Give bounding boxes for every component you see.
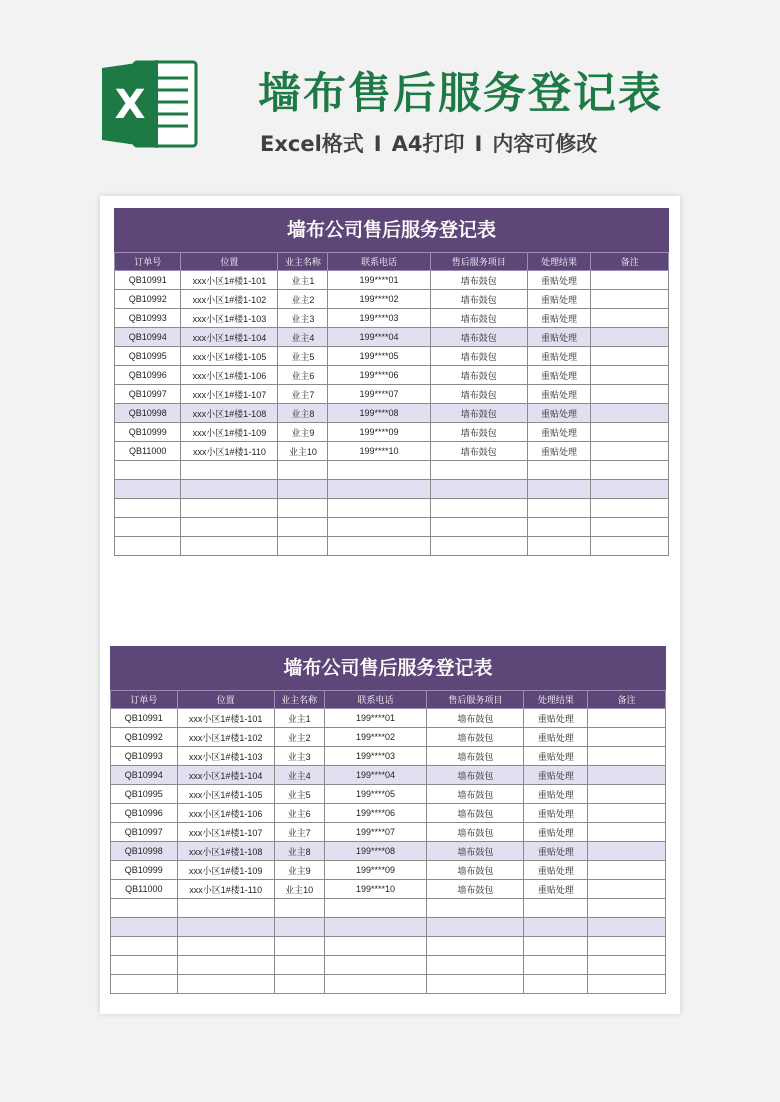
column-header: 售后服务项目 [430,253,527,271]
separator: I [474,132,483,156]
table-cell[interactable] [427,918,524,937]
table-row [111,861,666,880]
table-cell[interactable]: 墙布鼓包 [427,766,524,785]
column-header: 处理结果 [527,253,591,271]
table-cell[interactable]: 重贴处理 [524,861,588,880]
table-cell[interactable] [588,861,666,880]
column-header: 业主名称 [274,691,324,709]
table-cell[interactable]: 业主2 [278,290,328,309]
table-row [115,461,669,480]
table-cell[interactable]: 业主3 [274,747,324,766]
subtitle-edit: 内容可修改 [492,132,598,156]
header-row [115,253,669,271]
table-cell[interactable]: 墙布鼓包 [427,709,524,728]
column-header: 处理结果 [524,691,588,709]
table-cell[interactable] [524,956,588,975]
table-cell[interactable]: QB10998 [115,404,181,423]
table-cell[interactable]: 业主3 [278,309,328,328]
table-cell[interactable] [527,480,591,499]
table-cell[interactable] [181,518,278,537]
table-row [111,975,666,994]
table-cell[interactable]: 业主6 [278,366,328,385]
table-cell[interactable]: 199****07 [324,823,427,842]
table-cell[interactable]: 业主8 [278,404,328,423]
table-cell[interactable] [527,537,591,556]
table-cell[interactable] [427,937,524,956]
table-cell[interactable] [278,480,328,499]
table-cell[interactable]: 业主6 [274,804,324,823]
table-cell[interactable]: QB10994 [115,328,181,347]
table-cell[interactable]: 重贴处理 [524,785,588,804]
table-cell[interactable] [588,709,666,728]
table-cell[interactable]: 199****03 [324,747,427,766]
table-cell[interactable]: xxx小区1#楼1-107 [181,385,278,404]
table-cell[interactable]: 重贴处理 [524,842,588,861]
table-cell[interactable] [588,766,666,785]
table-cell[interactable]: 墙布鼓包 [430,328,527,347]
table-cell[interactable] [274,918,324,937]
table-cell[interactable] [591,290,669,309]
table-cell[interactable] [527,518,591,537]
table-cell[interactable]: xxx小区1#楼1-103 [181,309,278,328]
table-row [111,709,666,728]
table-cell[interactable] [278,518,328,537]
table-cell[interactable]: 墙布鼓包 [427,747,524,766]
table-row [115,518,669,537]
register-table [110,690,666,994]
table-cell[interactable]: 199****04 [324,766,427,785]
table-cell[interactable]: 199****06 [324,804,427,823]
table-cell[interactable]: 199****05 [328,347,430,366]
table-cell[interactable]: 199****06 [328,366,430,385]
table-cell[interactable]: xxx小区1#楼1-101 [177,709,274,728]
table-cell[interactable] [430,499,527,518]
table-cell[interactable]: 重贴处理 [527,328,591,347]
table-cell[interactable]: 重贴处理 [527,271,591,290]
table-cell[interactable]: xxx小区1#楼1-101 [181,271,278,290]
column-header: 业主名称 [278,253,328,271]
table-cell[interactable] [274,937,324,956]
table-cell[interactable]: 重贴处理 [527,366,591,385]
table-cell[interactable] [324,899,427,918]
table-row [111,880,666,899]
table-cell[interactable]: xxx小区1#楼1-106 [181,366,278,385]
table-cell[interactable] [527,499,591,518]
table-cell[interactable]: 墙布鼓包 [430,423,527,442]
table-cell[interactable]: QB10996 [111,804,178,823]
table-cell[interactable] [591,537,669,556]
table-row [115,271,669,290]
column-header: 订单号 [115,253,181,271]
table-cell[interactable]: 墙布鼓包 [430,385,527,404]
table-cell[interactable]: 重贴处理 [524,880,588,899]
table-cell[interactable]: 业主1 [278,271,328,290]
table-cell[interactable]: 重贴处理 [527,385,591,404]
excel-logo-icon [100,56,200,152]
table-cell[interactable]: QB10997 [111,823,178,842]
table-row [115,537,669,556]
table-cell[interactable]: 业主1 [274,709,324,728]
table-row [115,328,669,347]
sheet-title: 墙布公司售后服务登记表 [110,646,666,690]
table-cell[interactable]: 199****01 [324,709,427,728]
table-cell[interactable]: 业主5 [278,347,328,366]
table-cell[interactable]: 业主2 [274,728,324,747]
table-cell[interactable]: QB10993 [115,309,181,328]
table-cell[interactable] [524,975,588,994]
table-cell[interactable]: 重贴处理 [524,766,588,785]
table-cell[interactable]: 业主4 [274,766,324,785]
table-cell[interactable]: 重贴处理 [527,404,591,423]
table-cell[interactable]: 墙布鼓包 [430,309,527,328]
header-row [111,691,666,709]
table-row [111,842,666,861]
table-cell[interactable]: QB10997 [115,385,181,404]
table-cell[interactable] [274,975,324,994]
table-cell[interactable] [177,918,274,937]
table-cell[interactable] [111,937,178,956]
table-cell[interactable] [591,366,669,385]
subtitle [260,128,597,158]
register-table [114,252,669,556]
table-cell[interactable] [427,956,524,975]
table-cell[interactable] [278,461,328,480]
table-cell[interactable] [591,328,669,347]
table-cell[interactable] [524,899,588,918]
table-row [111,728,666,747]
table-row [111,899,666,918]
table-cell[interactable]: 墙布鼓包 [430,442,527,461]
table-cell[interactable] [324,956,427,975]
table-cell[interactable]: 199****02 [324,728,427,747]
table-cell[interactable]: QB10995 [111,785,178,804]
table-cell[interactable]: 墙布鼓包 [427,785,524,804]
table-row [115,347,669,366]
table-cell[interactable] [427,899,524,918]
table-cell[interactable] [591,499,669,518]
table-cell[interactable]: xxx小区1#楼1-108 [181,404,278,423]
table-cell[interactable] [328,537,430,556]
table-cell[interactable]: 199****09 [328,423,430,442]
table-cell[interactable]: 墙布鼓包 [427,728,524,747]
table-cell[interactable]: 重贴处理 [527,309,591,328]
table-cell[interactable]: 墙布鼓包 [427,823,524,842]
table-cell[interactable] [430,518,527,537]
table-cell[interactable]: xxx小区1#楼1-102 [181,290,278,309]
table-cell[interactable] [115,518,181,537]
column-header: 备注 [588,691,666,709]
column-header: 位置 [177,691,274,709]
table-cell[interactable]: xxx小区1#楼1-105 [177,785,274,804]
table-row [111,937,666,956]
table-cell[interactable]: 199****09 [324,861,427,880]
table-cell[interactable]: xxx小区1#楼1-105 [181,347,278,366]
table-cell[interactable] [591,442,669,461]
table-cell[interactable] [115,480,181,499]
table-cell[interactable] [177,975,274,994]
table-row [115,385,669,404]
table-cell[interactable] [527,461,591,480]
table-cell[interactable]: xxx小区1#楼1-109 [181,423,278,442]
table-cell[interactable] [177,937,274,956]
table-row [111,747,666,766]
table-cell[interactable]: 重贴处理 [524,709,588,728]
table-cell[interactable]: 重贴处理 [524,747,588,766]
table-cell[interactable]: 墙布鼓包 [430,404,527,423]
table-cell[interactable]: xxx小区1#楼1-108 [177,842,274,861]
column-header: 联系电话 [328,253,430,271]
table-cell[interactable] [324,937,427,956]
table-cell[interactable] [588,804,666,823]
table-cell[interactable]: 业主4 [278,328,328,347]
table-row [111,804,666,823]
table-cell[interactable] [591,461,669,480]
table-cell[interactable] [588,747,666,766]
table-row [111,785,666,804]
table-cell[interactable] [588,880,666,899]
table-cell[interactable]: xxx小区1#楼1-110 [181,442,278,461]
table-cell[interactable]: QB10996 [115,366,181,385]
table-cell[interactable] [591,480,669,499]
table-cell[interactable] [274,899,324,918]
table-cell[interactable]: xxx小区1#楼1-102 [177,728,274,747]
table-cell[interactable] [588,975,666,994]
table-cell[interactable]: 业主10 [274,880,324,899]
table-cell[interactable]: 墙布鼓包 [430,347,527,366]
table-cell[interactable] [588,918,666,937]
table-cell[interactable]: QB10992 [115,290,181,309]
table-cell[interactable] [181,480,278,499]
table-row [115,442,669,461]
table-row [115,366,669,385]
table-cell[interactable]: 重贴处理 [527,290,591,309]
table-row [115,423,669,442]
table-cell[interactable]: QB10995 [115,347,181,366]
table-cell[interactable]: QB11000 [111,880,178,899]
table-cell[interactable]: 199****02 [328,290,430,309]
table-cell[interactable] [115,499,181,518]
table-cell[interactable] [328,499,430,518]
column-header: 售后服务项目 [427,691,524,709]
table-cell[interactable]: QB10998 [111,842,178,861]
paper-preview [100,196,680,1014]
table-cell[interactable]: QB10992 [111,728,178,747]
table-cell[interactable]: 墙布鼓包 [430,271,527,290]
page-title: 墙布售后服务登记表 [258,69,663,119]
table-cell[interactable] [278,537,328,556]
table-cell[interactable] [115,461,181,480]
table-cell[interactable] [524,937,588,956]
table-cell[interactable]: 墙布鼓包 [430,366,527,385]
table-cell[interactable]: QB10994 [111,766,178,785]
table-cell[interactable]: xxx小区1#楼1-104 [181,328,278,347]
table-cell[interactable]: 199****03 [328,309,430,328]
table-cell[interactable]: xxx小区1#楼1-107 [177,823,274,842]
table-cell[interactable]: QB10991 [115,271,181,290]
table-cell[interactable]: 199****08 [328,404,430,423]
table-cell[interactable] [588,785,666,804]
table-cell[interactable] [177,899,274,918]
table-cell[interactable] [591,423,669,442]
table-row [111,956,666,975]
table-cell[interactable]: 墙布鼓包 [427,861,524,880]
table-cell[interactable]: xxx小区1#楼1-110 [177,880,274,899]
table-row [111,766,666,785]
table-cell[interactable]: 199****04 [328,328,430,347]
sheet-1 [114,208,669,556]
table-cell[interactable]: xxx小区1#楼1-104 [177,766,274,785]
table-cell[interactable]: xxx小区1#楼1-109 [177,861,274,880]
table-cell[interactable] [181,461,278,480]
table-row [115,309,669,328]
table-cell[interactable] [181,537,278,556]
table-cell[interactable] [181,499,278,518]
table-cell[interactable]: 重贴处理 [524,823,588,842]
table-cell[interactable] [324,975,427,994]
sheet-title: 墙布公司售后服务登记表 [114,208,669,252]
table-cell[interactable] [591,404,669,423]
table-cell[interactable] [588,823,666,842]
table-cell[interactable]: 199****08 [324,842,427,861]
sheet-2 [110,646,666,994]
table-cell[interactable]: 重贴处理 [524,804,588,823]
separator: I [373,132,382,156]
table-cell[interactable] [430,461,527,480]
table-cell[interactable] [588,728,666,747]
table-cell[interactable] [328,480,430,499]
table-cell[interactable] [115,537,181,556]
table-cell[interactable]: 业主9 [278,423,328,442]
table-cell[interactable] [111,956,178,975]
table-row [115,290,669,309]
table-cell[interactable]: 墙布鼓包 [430,290,527,309]
subtitle-print: A4打印 [391,132,465,156]
table-cell[interactable] [430,480,527,499]
table-cell[interactable] [591,385,669,404]
table-row [115,499,669,518]
column-header: 备注 [591,253,669,271]
table-cell[interactable] [324,918,427,937]
table-cell[interactable] [588,956,666,975]
column-header: 订单号 [111,691,178,709]
table-row [115,480,669,499]
table-cell[interactable] [328,461,430,480]
table-cell[interactable]: 墙布鼓包 [427,842,524,861]
table-cell[interactable]: 墙布鼓包 [427,880,524,899]
table-cell[interactable] [111,918,178,937]
table-cell[interactable]: 199****01 [328,271,430,290]
table-row [115,404,669,423]
table-cell[interactable]: 199****07 [328,385,430,404]
table-cell[interactable] [427,975,524,994]
table-cell[interactable] [588,842,666,861]
table-cell[interactable]: 业主7 [278,385,328,404]
table-cell[interactable] [111,975,178,994]
table-cell[interactable]: 199****10 [324,880,427,899]
table-cell[interactable] [328,518,430,537]
table-cell[interactable] [177,956,274,975]
table-row [111,918,666,937]
column-header: 位置 [181,253,278,271]
table-cell[interactable]: 重贴处理 [527,423,591,442]
table-cell[interactable] [274,956,324,975]
table-cell[interactable]: 重贴处理 [524,728,588,747]
table-cell[interactable] [591,347,669,366]
table-cell[interactable]: 业主7 [274,823,324,842]
table-cell[interactable]: 重贴处理 [527,442,591,461]
table-cell[interactable] [588,937,666,956]
table-cell[interactable]: 199****05 [324,785,427,804]
table-cell[interactable] [111,899,178,918]
table-cell[interactable] [278,499,328,518]
table-cell[interactable]: QB11000 [115,442,181,461]
table-cell[interactable]: QB10993 [111,747,178,766]
table-cell[interactable] [591,309,669,328]
banner [0,0,780,178]
table-cell[interactable] [591,518,669,537]
table-row [111,823,666,842]
table-cell[interactable]: 业主8 [274,842,324,861]
table-cell[interactable] [430,537,527,556]
table-cell[interactable]: 199****10 [328,442,430,461]
table-cell[interactable]: 墙布鼓包 [427,804,524,823]
table-cell[interactable]: xxx小区1#楼1-106 [177,804,274,823]
table-cell[interactable]: xxx小区1#楼1-103 [177,747,274,766]
table-cell[interactable]: QB10991 [111,709,178,728]
subtitle-format: Excel格式 [260,132,364,156]
table-cell[interactable]: 业主5 [274,785,324,804]
table-cell[interactable]: 业主10 [278,442,328,461]
table-cell[interactable]: 重贴处理 [527,347,591,366]
table-cell[interactable]: QB10999 [111,861,178,880]
table-cell[interactable] [591,271,669,290]
table-cell[interactable]: QB10999 [115,423,181,442]
column-header: 联系电话 [324,691,427,709]
table-cell[interactable] [524,918,588,937]
table-cell[interactable] [588,899,666,918]
logo-letter: X [114,82,146,128]
table-cell[interactable]: 业主9 [274,861,324,880]
